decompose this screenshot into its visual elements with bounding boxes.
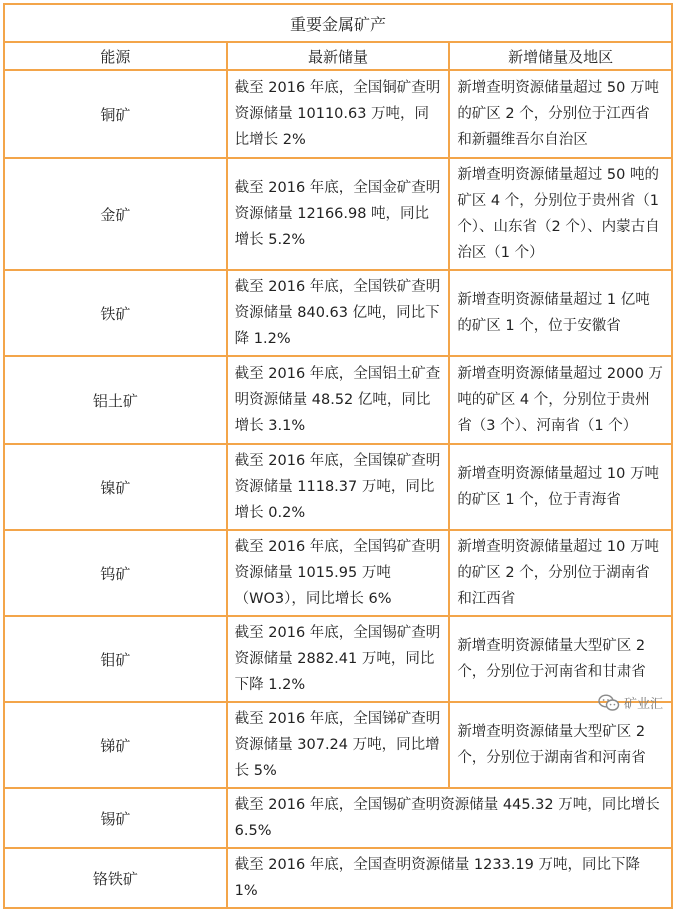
row-latest: 截至 2016 年底，全国铝土矿查明资源储量 48.52 亿吨，同比增长 3.1% xyxy=(227,356,450,444)
row-new: 新增查明资源储量大型矿区 2 个，分别位于湖南省和河南省 xyxy=(449,702,672,788)
row-latest: 截至 2016 年底，全国铜矿查明资源储量 10110.63 万吨，同比增长 2% xyxy=(227,70,450,158)
row-new: 新增查明资源储量超过 2000 万吨的矿区 4 个，分别位于贵州省（3 个）、河南省（1 个） xyxy=(449,356,672,444)
row-new: 新增查明资源储量大型矿区 2 个，分别位于河南省和甘肃省 xyxy=(449,616,672,702)
row-latest: 截至 2016 年底，全国金矿查明资源储量 12166.98 吨，同比增长 5.2% xyxy=(227,158,450,270)
table-row xyxy=(4,158,672,270)
row-name: 铬铁矿 xyxy=(4,848,227,908)
row-new: 新增查明资源储量超过 1 亿吨的矿区 1 个，位于安徽省 xyxy=(449,270,672,356)
table-row xyxy=(4,788,672,848)
row-name: 钨矿 xyxy=(4,530,227,616)
table-row xyxy=(4,848,672,908)
watermark xyxy=(598,693,663,712)
row-name: 铜矿 xyxy=(4,70,227,158)
table-row xyxy=(4,270,672,356)
row-latest: 截至 2016 年底，全国铁矿查明资源储量 840.63 亿吨，同比下降 1.2% xyxy=(227,270,450,356)
row-latest: 截至 2016 年底，全国锡矿查明资源储量 2882.41 万吨，同比下降 1.2% xyxy=(227,616,450,702)
wechat-icon xyxy=(598,694,620,712)
row-name: 锡矿 xyxy=(4,788,227,848)
table-row xyxy=(4,70,672,158)
row-new: 新增查明资源储量超过 10 万吨的矿区 1 个，位于青海省 xyxy=(449,444,672,530)
row-latest: 截至 2016 年底，全国锡矿查明资源储量 445.32 万吨，同比增长 6.5% xyxy=(227,788,672,848)
row-latest: 截至 2016 年底，全国钨矿查明资源储量 1015.95 万吨（WO3），同比增长 6% xyxy=(227,530,450,616)
metal-reserves-table xyxy=(3,3,673,909)
row-name: 铝土矿 xyxy=(4,356,227,444)
row-name: 金矿 xyxy=(4,158,227,270)
header-new: 新增储量及地区 xyxy=(449,42,672,70)
header-row xyxy=(4,42,672,70)
header-latest: 最新储量 xyxy=(227,42,450,70)
row-latest: 截至 2016 年底，全国镍矿查明资源储量 1118.37 万吨，同比增长 0.2% xyxy=(227,444,450,530)
row-name: 铁矿 xyxy=(4,270,227,356)
row-latest: 截至 2016 年底，全国锑矿查明资源储量 307.24 万吨，同比增长 5% xyxy=(227,702,450,788)
table-row xyxy=(4,356,672,444)
table-row xyxy=(4,530,672,616)
table-row xyxy=(4,702,672,788)
table-row xyxy=(4,616,672,702)
row-name: 锑矿 xyxy=(4,702,227,788)
table-row xyxy=(4,444,672,530)
row-name: 钼矿 xyxy=(4,616,227,702)
row-new: 新增查明资源储量超过 50 万吨的矿区 2 个，分别位于江西省和新疆维吾尔自治区 xyxy=(449,70,672,158)
row-name: 镍矿 xyxy=(4,444,227,530)
table-title: 重要金属矿产 xyxy=(4,4,672,42)
header-energy: 能源 xyxy=(4,42,227,70)
watermark-text: 矿业汇 xyxy=(623,697,663,712)
row-new: 新增查明资源储量超过 10 万吨的矿区 2 个，分别位于湖南省和江西省 xyxy=(449,530,672,616)
row-new: 新增查明资源储量超过 50 吨的矿区 4 个，分别位于贵州省（1 个）、山东省（2 个）、内蒙古自治区（1 个） xyxy=(449,158,672,270)
row-latest: 截至 2016 年底，全国查明资源储量 1233.19 万吨，同比下降 1% xyxy=(227,848,672,908)
table-frame xyxy=(3,3,673,899)
